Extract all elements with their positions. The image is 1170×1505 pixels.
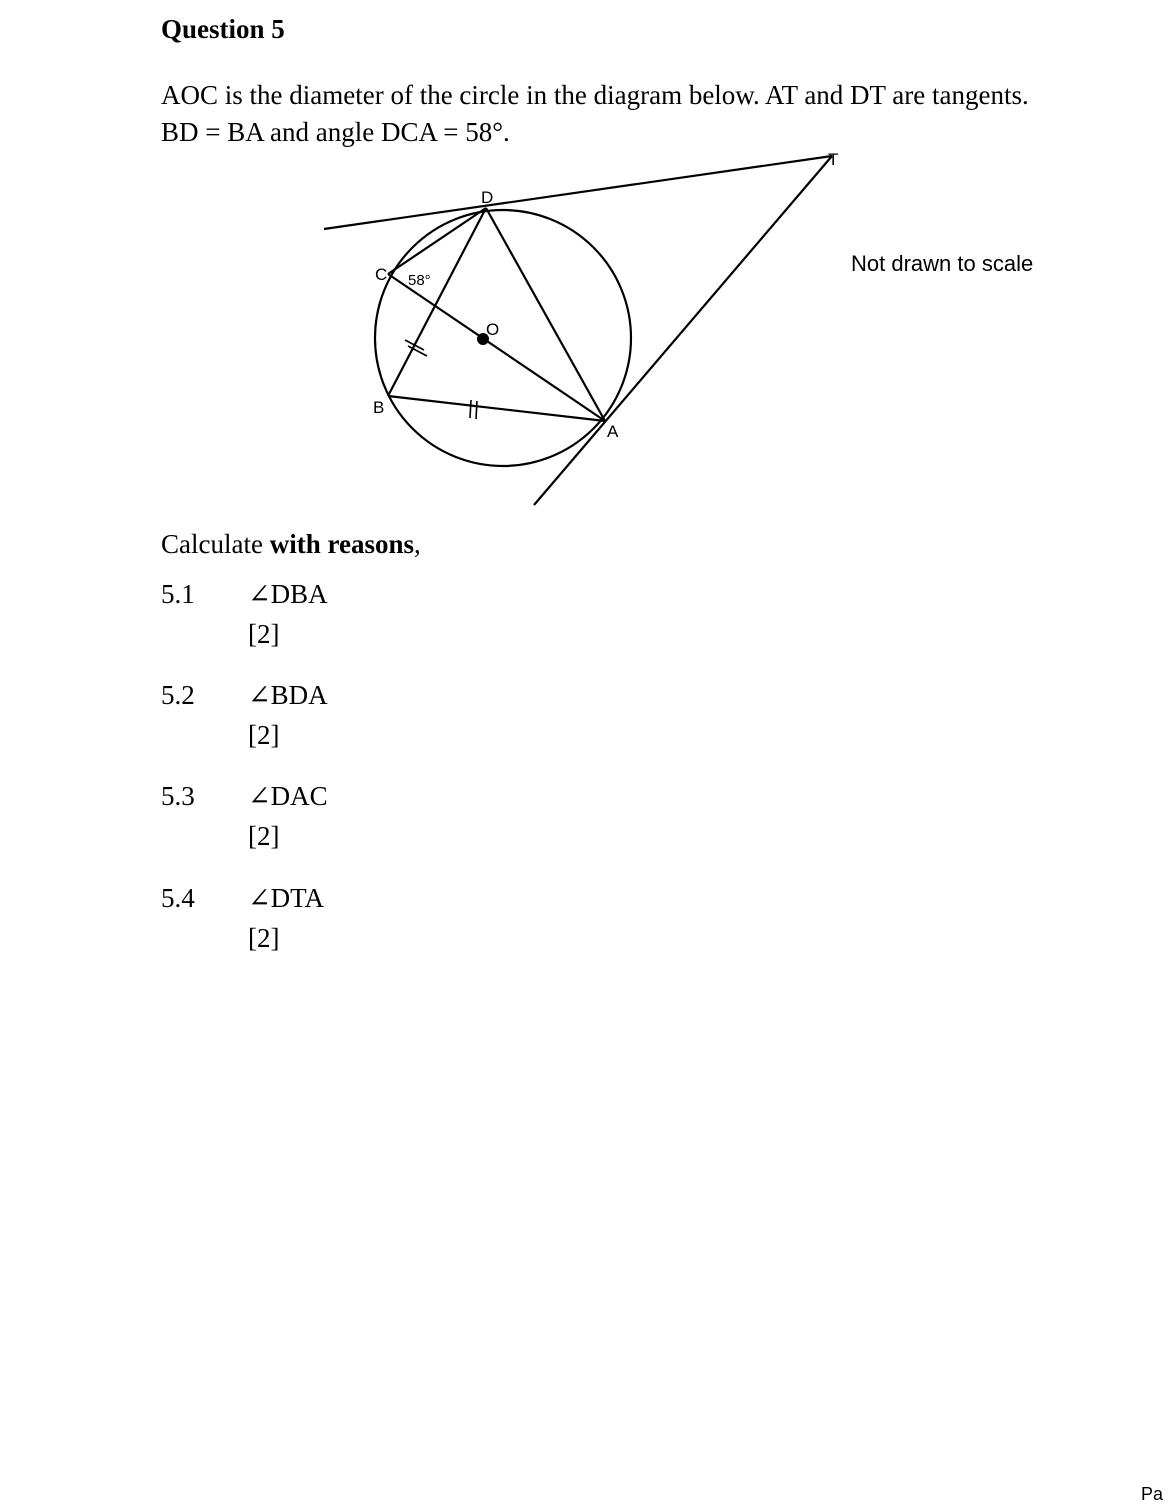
- point-label-c: C: [375, 265, 388, 284]
- subquestion-angle: ∠DAC: [248, 781, 328, 811]
- equal-marks-ba: [470, 400, 477, 419]
- chord-db: [388, 208, 486, 396]
- subquestion-number: 5.2: [161, 680, 195, 710]
- tangent-line-at: [534, 156, 832, 505]
- chord-da: [486, 208, 605, 421]
- instructions-emphasis: with reasons: [269, 529, 414, 559]
- question-intro-line-1: AOC is the diameter of the circle in the diagram below. AT and DT are tangents.: [161, 80, 1029, 110]
- point-label-a: A: [607, 422, 619, 441]
- point-label-d: D: [481, 188, 494, 207]
- subquestion-number: 5.4: [161, 883, 195, 913]
- subquestion-number: 5.3: [161, 781, 195, 811]
- page-footer-text: Pa: [1141, 1484, 1164, 1504]
- subquestion-marks: [2]: [248, 720, 280, 750]
- geometry-diagram: [0, 0, 1170, 520]
- subquestion-marks: [2]: [248, 619, 280, 649]
- point-label-o: O: [486, 320, 500, 339]
- question-intro-line-2: BD = BA and angle DCA = 58°.: [161, 117, 510, 147]
- angle-label-dca: 58°: [408, 272, 431, 289]
- tangent-line-dt: [324, 156, 832, 229]
- subquestion-marks: [2]: [248, 923, 280, 953]
- instructions: [161, 529, 421, 560]
- point-label-t: T: [828, 150, 839, 169]
- subquestion-marks: [2]: [248, 821, 280, 851]
- question-title: Question 5: [161, 14, 285, 44]
- subquestion-angle: ∠DBA: [248, 579, 328, 609]
- circle: [375, 210, 631, 466]
- instructions-prefix: Calculate: [161, 529, 270, 559]
- point-label-b: B: [373, 398, 385, 417]
- instructions-suffix: ,: [413, 529, 421, 559]
- subquestion-angle: ∠BDA: [248, 680, 328, 710]
- scale-note: Not drawn to scale: [851, 251, 1034, 276]
- subquestion-number: 5.1: [161, 579, 195, 609]
- subquestion-angle: ∠DTA: [248, 883, 324, 913]
